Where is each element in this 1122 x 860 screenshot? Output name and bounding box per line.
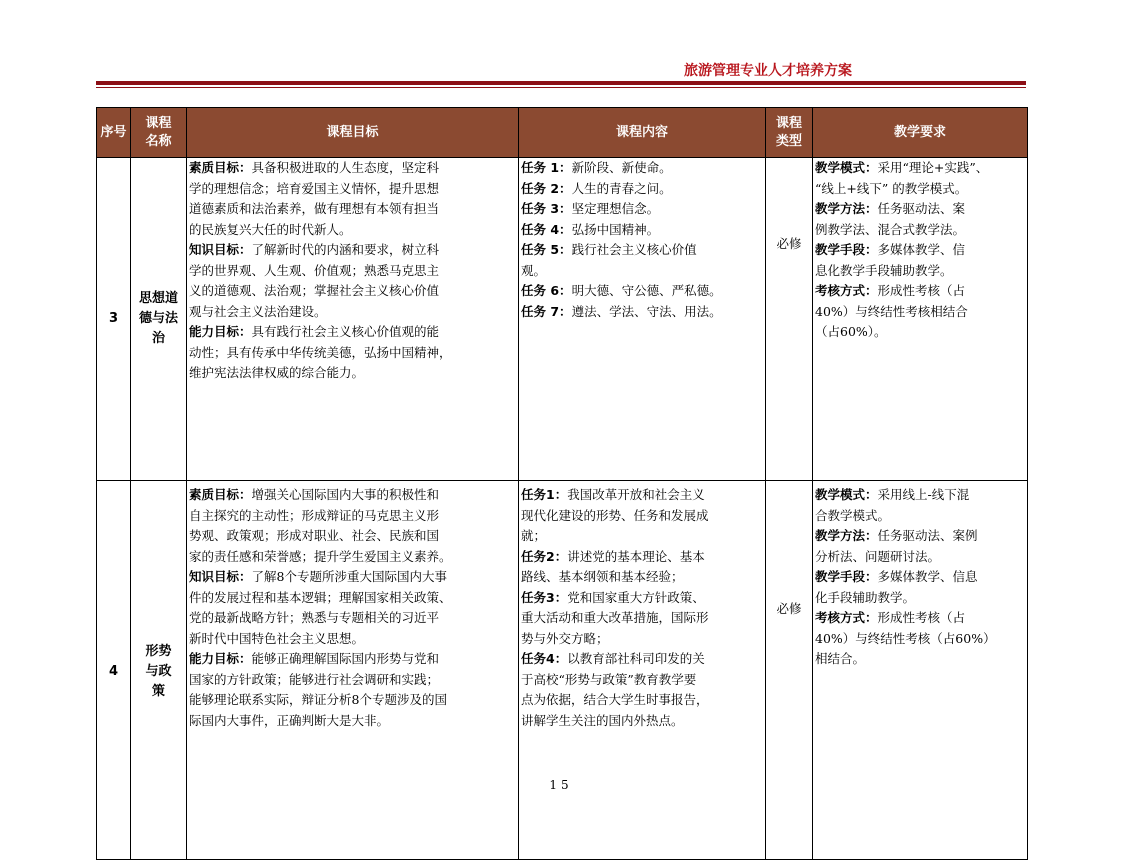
objective-line-text: 学的世界观、人生观、价值观；熟悉马克思主 [189, 262, 440, 278]
objective-line-text: 势观、政策观；形成对职业、社会、民族和国 [189, 528, 440, 543]
content-line-text: 重大活动和重大改革措施，国际形 [521, 610, 709, 625]
objective-line [189, 711, 516, 732]
content-line [521, 690, 763, 711]
content-line-label: 任务1： [521, 487, 568, 502]
content-line-text: 点为依据，结合大学生时事报告， [521, 692, 709, 707]
content-line-label: 任务 2： [521, 180, 572, 196]
objective-line [189, 343, 516, 364]
content-line [521, 302, 763, 323]
objective-line-text: 家的责任感和荣誉感；提升学生爱国主义素养。 [189, 548, 452, 564]
requirement-line-label: 教学方法： [815, 528, 878, 543]
content-line-text: 以教育部社科司印发的关 [567, 651, 705, 666]
content-line-label: 任务 7： [521, 303, 572, 319]
objective-line [189, 608, 516, 629]
requirement-line-text: 形成性考核（占 [877, 283, 966, 298]
objective-line-label: 能力目标： [189, 651, 252, 666]
content-line-text: 观。 [521, 262, 547, 278]
objective-line-text: 具有践行社会主义核心价值观的能 [251, 324, 440, 339]
objective-line-text: 自主探究的主动性；形成辩证的马克思主义形 [189, 507, 440, 523]
teaching-requirements [813, 481, 1028, 860]
content-line [521, 506, 763, 527]
requirement-line [815, 179, 1025, 200]
requirement-line [815, 485, 1025, 506]
content-line-text: 坚定理想信念。 [571, 201, 660, 216]
content-line [521, 588, 763, 609]
course-name-line: 德与法 [138, 311, 178, 326]
objective-line-label: 素质目标： [189, 487, 252, 502]
requirement-line [815, 629, 1025, 650]
requirement-line-label: 教学模式： [815, 160, 878, 175]
objective-line [189, 649, 516, 670]
row-index: 4 [97, 481, 131, 860]
content-line-text: 于高校“形势与政策”教育教学要 [521, 671, 697, 687]
content-line-label: 任务2： [521, 548, 568, 564]
header-course-name: 课程 名称 [131, 108, 187, 158]
objective-line [189, 158, 516, 179]
content-line [521, 567, 763, 588]
requirement-line [815, 220, 1025, 241]
content-line-text: 势与外交方略； [521, 630, 609, 646]
content-line-label: 任务3： [521, 589, 568, 605]
requirement-line [815, 526, 1025, 547]
requirement-line-text: 40%）与终结性考核相结合 [815, 303, 968, 319]
objective-line [189, 261, 516, 282]
requirement-line-text: 合教学模式。 [815, 507, 891, 523]
header-rule-thick [96, 81, 1026, 85]
objective-line-text: 的民族复兴大任的时代新人。 [189, 221, 352, 237]
course-content [519, 481, 766, 860]
content-line-text: 就； [521, 528, 547, 543]
objective-line [189, 322, 516, 343]
requirement-line-text: 形成性考核（占 [877, 610, 966, 625]
content-line-text: 路线、基本纲领和基本经验； [521, 569, 684, 584]
objective-line [189, 240, 516, 261]
objective-line [189, 526, 516, 547]
course-objectives [187, 158, 519, 481]
objective-line-text: 党的最新战略方针；熟悉与专题相关的习近平 [189, 610, 440, 625]
content-line-label: 任务 6： [521, 283, 572, 298]
requirement-line-text: 分析法、问题研讨法。 [815, 548, 941, 564]
requirement-line-text: “线上+线下” 的教学模式。 [815, 180, 968, 196]
header-objectives: 课程目标 [187, 108, 519, 158]
requirement-line-text: 40%）与终结性考核（占60%） [815, 630, 996, 646]
requirement-line [815, 261, 1025, 282]
content-line [521, 485, 763, 506]
requirement-line-label: 考核方式： [815, 610, 878, 625]
requirement-line-text: 采用“理论+实践”、 [877, 160, 989, 175]
course-name-line: 思想道 [138, 291, 178, 306]
content-line [521, 629, 763, 650]
objective-line-text: 能够理论联系实际，辩证分析8个专题涉及的国 [189, 692, 447, 707]
requirement-line-text: 多媒体教学、信息 [877, 569, 978, 584]
objective-line [189, 179, 516, 200]
objective-line-text: 学的理想信念；培育爱国主义情怀，提升思想 [189, 180, 440, 196]
content-line-text: 讲述党的基本理论、基本 [567, 548, 705, 564]
course-type: 必修 [766, 158, 813, 481]
content-line [521, 220, 763, 241]
requirement-line-text: 采用线上-线下混 [877, 487, 970, 502]
header-course-type: 课程 类型 [766, 108, 813, 158]
table-row [97, 481, 1028, 860]
course-name-line: 策 [151, 684, 165, 699]
requirement-line-text: 任务驱动法、案 [877, 201, 966, 216]
content-line-text: 明大德、守公德、严私德。 [571, 283, 722, 298]
content-line-text: 我国改革开放和社会主义 [567, 487, 705, 502]
requirement-line-label: 教学手段： [815, 242, 878, 257]
content-line-label: 任务 3： [521, 201, 572, 216]
course-content [519, 158, 766, 481]
requirement-line-text: 息化教学手段辅助教学。 [815, 262, 953, 278]
document-title: 旅游管理专业人才培养方案 [684, 63, 852, 79]
objective-line-text: 动性；具有传承中华传统美德，弘扬中国精神， [189, 344, 452, 360]
content-line [521, 158, 763, 179]
objective-line [189, 629, 516, 650]
course-name-line: 形势 [145, 644, 172, 659]
objective-line [189, 281, 516, 302]
requirement-line [815, 506, 1025, 527]
requirement-line [815, 240, 1025, 261]
objective-line-label: 知识目标： [189, 242, 252, 257]
objective-line [189, 302, 516, 323]
content-line-label: 任务 4： [521, 221, 572, 237]
requirement-line [815, 588, 1025, 609]
content-line [521, 649, 763, 670]
objective-line [189, 220, 516, 241]
objective-line [189, 485, 516, 506]
content-line [521, 281, 763, 302]
content-line-label: 任务4： [521, 651, 568, 666]
header-index: 序号 [97, 108, 131, 158]
objective-line-label: 知识目标： [189, 569, 252, 584]
requirement-line [815, 649, 1025, 670]
content-line [521, 261, 763, 282]
content-line [521, 711, 763, 732]
objective-line [189, 567, 516, 588]
objective-line-text: 道德素质和法治素养，做有理想有本领有担当 [189, 201, 440, 216]
content-line-label: 任务 5： [521, 242, 572, 257]
content-line-text: 讲解学生关注的国内外热点。 [521, 712, 684, 728]
requirement-line [815, 322, 1025, 343]
requirement-line [815, 302, 1025, 323]
row-index: 3 [97, 158, 131, 481]
objective-line-text: 能够正确理解国际国内形势与党和 [251, 651, 440, 666]
objective-line-text: 新时代中国特色社会主义思想。 [189, 630, 365, 646]
requirement-line-label: 考核方式： [815, 283, 878, 298]
requirement-line [815, 158, 1025, 179]
course-name-line: 治 [151, 331, 165, 346]
content-line [521, 526, 763, 547]
content-line-text: 新阶段、新使命。 [571, 160, 672, 175]
course-name-line: 与政 [145, 664, 172, 679]
header-content: 课程内容 [519, 108, 766, 158]
content-line-text: 践行社会主义核心价值 [571, 242, 697, 257]
requirement-line-label: 教学手段： [815, 569, 878, 584]
content-line [521, 240, 763, 261]
requirement-line [815, 608, 1025, 629]
content-line [521, 199, 763, 220]
course-table [96, 107, 1028, 860]
objective-line-label: 能力目标： [189, 324, 252, 339]
requirement-line-label: 教学方法： [815, 201, 878, 216]
content-line [521, 670, 763, 691]
course-name [131, 158, 187, 481]
objective-line-text: 观与社会主义法治建设。 [189, 303, 327, 319]
objective-line [189, 506, 516, 527]
objective-line-text: 了解新时代的内涵和要求，树立科 [251, 242, 440, 257]
course-objectives [187, 481, 519, 860]
teaching-requirements [813, 158, 1028, 481]
requirement-line-text: 任务驱动法、案例 [877, 528, 978, 543]
objective-line-text: 具备积极进取的人生态度，坚定科 [251, 160, 440, 175]
content-line-text: 弘扬中国精神。 [571, 221, 660, 237]
requirement-line [815, 281, 1025, 302]
table-row [97, 158, 1028, 481]
header-requirements: 教学要求 [813, 108, 1028, 158]
requirement-line-text: 例教学法、混合式教学法。 [815, 221, 966, 237]
content-line [521, 547, 763, 568]
table-header-row [97, 108, 1028, 158]
objective-line-text: 维护宪法法律权威的综合能力。 [189, 365, 365, 380]
requirement-line-label: 教学模式： [815, 487, 878, 502]
requirement-line [815, 199, 1025, 220]
header-rule-thin [96, 87, 1026, 88]
objective-line-text: 际国内大事件，正确判断大是大非。 [189, 712, 390, 728]
content-line [521, 608, 763, 629]
requirement-line-text: 相结合。 [815, 651, 866, 666]
objective-line [189, 690, 516, 711]
content-line-text: 人生的青春之问。 [571, 180, 672, 196]
requirement-line-text: 化手段辅助教学。 [815, 589, 916, 605]
objective-line-text: 义的道德观、法治观；掌握社会主义核心价值 [189, 283, 440, 298]
content-line [521, 179, 763, 200]
objective-line [189, 547, 516, 568]
requirement-line [815, 547, 1025, 568]
objective-line-text: 了解8个专题所涉重大国际国内大事 [251, 569, 447, 584]
objective-line-text: 件的发展过程和基本逻辑；理解国家相关政策、 [189, 589, 452, 605]
content-line-text: 遵法、学法、守法、用法。 [571, 303, 722, 319]
content-line-text: 党和国家重大方针政策、 [567, 589, 705, 605]
objective-line-text: 增强关心国际国内大事的积极性和 [251, 487, 440, 502]
course-name [131, 481, 187, 860]
content-line-text: 现代化建设的形势、任务和发展成 [521, 507, 709, 523]
requirement-line-text: （占60%）。 [815, 324, 887, 339]
requirement-line [815, 567, 1025, 588]
objective-line-text: 国家的方针政策；能够进行社会调研和实践； [189, 671, 440, 687]
page-number: 15 [549, 778, 573, 792]
objective-line [189, 199, 516, 220]
requirement-line-text: 多媒体教学、信 [877, 242, 966, 257]
course-type: 必修 [766, 481, 813, 860]
objective-line-label: 素质目标： [189, 160, 252, 175]
content-line-label: 任务 1： [521, 160, 572, 175]
objective-line [189, 588, 516, 609]
objective-line [189, 670, 516, 691]
objective-line [189, 363, 516, 384]
